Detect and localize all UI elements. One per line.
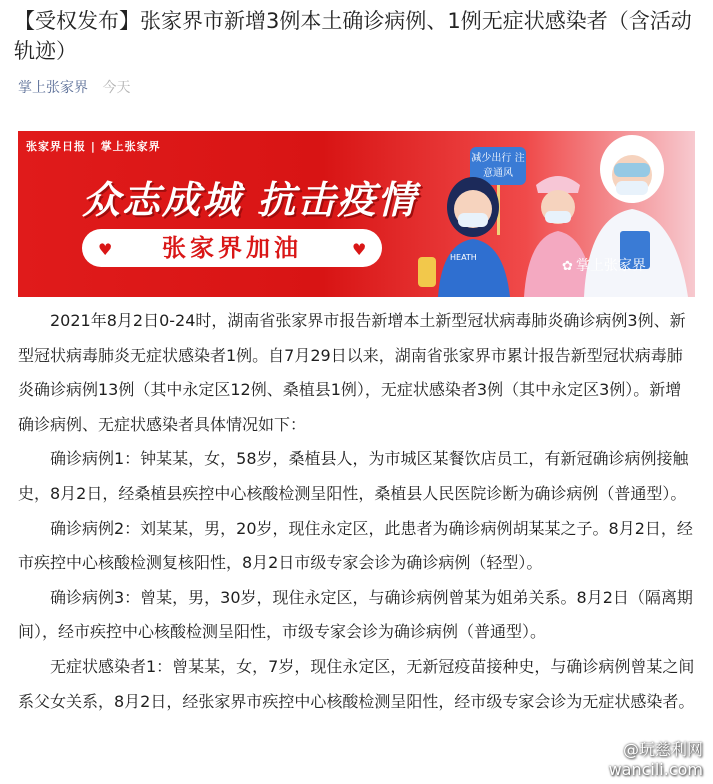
article-meta	[18, 78, 130, 98]
site-watermark-name: @玩慈利网	[622, 740, 703, 759]
article-paragraph: 确诊病例1：钟某某，女，58岁，桑植县人，为市城区某餐饮店员工，有新冠确诊病例接触史，8月2日，经桑植县疾控中心核酸检测呈阳性，桑植县人民医院诊断为确诊病例（普通型）。	[18, 449, 689, 503]
article-paragraph: 2021年8月2日0-24时，湖南省张家界市报告新增本土新型冠状病毒肺炎确诊病例3例、新型冠状病毒肺炎无症状感染者1例。自7月29日以来，湖南省张家界市累计报告新型冠状病毒肺炎确诊病例13例（其中永定区12例、桑植县1例），无症状感染者3例（其中永定区3例）。新增确诊病例、无症状感染者具体情况如下：	[18, 311, 686, 434]
banner-watermark-text: 掌上张家界	[575, 258, 646, 274]
shirt-text: HEATH	[450, 253, 477, 262]
banner-watermark	[562, 255, 646, 275]
account-name-link[interactable]: 掌上张家界	[18, 80, 88, 96]
article-paragraph: 确诊病例3：曾某，男，30岁，现住永定区，与确诊病例曾某为姐弟关系。8月2日（隔离期间），经市疾控中心核酸检测呈阳性，市级专家会诊为确诊病例（普通型）。	[18, 587, 693, 642]
banner-slogan: 众志成城 抗击疫情	[82, 178, 418, 222]
publish-date: 今天	[102, 80, 131, 96]
volunteer-figure-illustration	[418, 167, 528, 297]
banner-sign: 减少出行 注意通风	[470, 147, 526, 185]
article-title: 【受权发布】张家界市新增3例本土确诊病例、1例无症状感染者（含活动轨迹）	[14, 9, 692, 63]
wechat-icon: ✿	[562, 259, 573, 274]
article-paragraph: 无症状感染者1：曾某某，女，7岁，现住永定区，无新冠疫苗接种史，与确诊病例曾某之间系父女关系，8月2日，经张家界市疾控中心核酸检测呈阳性，经市级专家会诊为无症状感染者。	[18, 656, 695, 711]
banner-header-text: 张家界日报 | 掌上张家界	[26, 140, 161, 153]
heart-icon: ♥	[352, 240, 367, 259]
article-banner-image	[18, 131, 695, 297]
site-watermark-url: wancili.com	[608, 760, 703, 779]
article-paragraph: 确诊病例2：刘某某，男，20岁，现住永定区，此患者为确诊病例胡某某之子。8月2日，经市疾控中心核酸检测复核阳性，8月2日市级专家会诊为确诊病例（轻型）。	[18, 518, 693, 573]
banner-cheer-pill: 张家界加油	[82, 229, 382, 267]
article-body	[18, 304, 696, 719]
site-watermark	[609, 740, 703, 780]
heart-icon: ♥	[98, 240, 113, 259]
